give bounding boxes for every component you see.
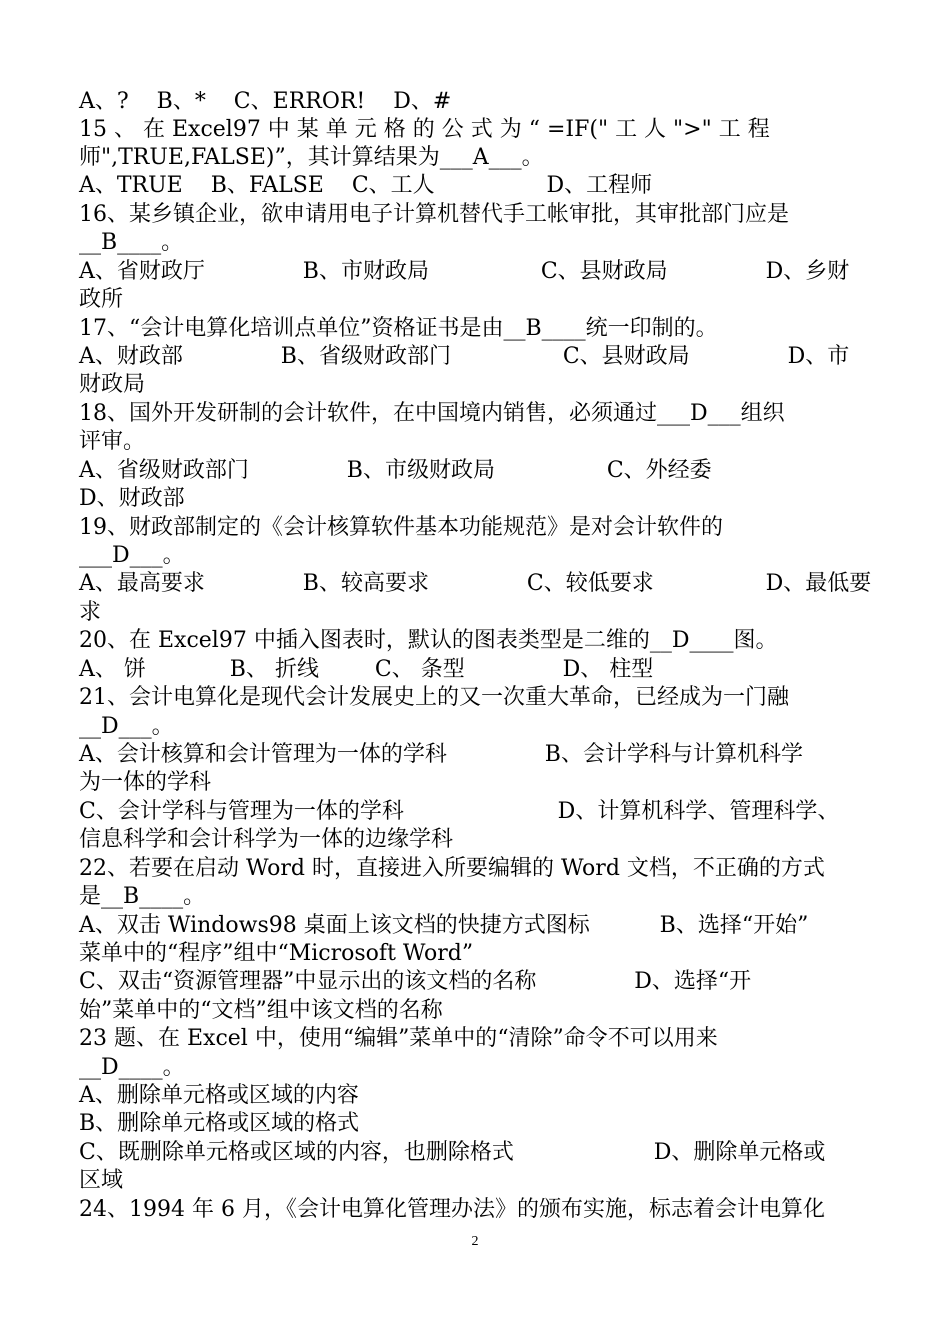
text-line: 18、国外开发研制的会计软件，在中国境内销售，必须通过___D___组织 xyxy=(79,401,785,426)
text-line: 23 题、在 Excel 中，使用“编辑”菜单中的“清除”命令不可以用来 xyxy=(79,1026,718,1051)
text-line: 信息科学和会计科学为一体的边缘学科 xyxy=(79,827,454,852)
text-line: A、双击 Windows98 桌面上该文档的快捷方式图标 B、选择“开始” xyxy=(79,913,809,938)
text-line: 17、“会计电算化培训点单位”资格证书是由__B____统一印制的。 xyxy=(79,316,718,341)
text-line: __D____。 xyxy=(79,1055,185,1080)
text-line: C、双击“资源管理器”中显示出的该文档的名称 D、选择“开 xyxy=(79,969,752,994)
text-line: A、? B、* C、ERROR! D、# xyxy=(79,89,452,114)
text-line: A、删除单元格或区域的内容 xyxy=(79,1083,359,1108)
text-line: 政所 xyxy=(79,287,124,312)
text-line: A、省财政厅 B、市财政局 C、县财政局 D、乡财 xyxy=(79,259,850,284)
text-line: 是__B____。 xyxy=(79,884,206,909)
text-line: 师",TRUE,FALSE)”，其计算结果为___A___。 xyxy=(79,145,544,170)
text-line: A、TRUE B、FALSE C、工人 D、工程师 xyxy=(79,173,653,198)
text-line: ___D___。 xyxy=(79,543,185,568)
text-line: 24、1994 年 6 月，《会计电算化管理办法》的颁布实施，标志着会计电算化 xyxy=(79,1197,825,1222)
text-line: A、财政部 B、省级财政部门 C、县财政局 D、市 xyxy=(79,344,850,369)
text-line: __D___。 xyxy=(79,714,174,739)
text-line: 20、在 Excel97 中插入图表时，默认的图表类型是二维的__D____图。 xyxy=(79,628,778,653)
text-line: 22、若要在启动 Word 时，直接进入所要编辑的 Word 文档，不正确的方式 xyxy=(79,856,825,881)
text-line: __B____。 xyxy=(79,230,184,255)
text-line: C、会计学科与管理为一体的学科 D、计算机科学、管理科学、 xyxy=(79,799,840,824)
text-line: 始”菜单中的“文档”组中该文档的名称 xyxy=(79,998,443,1023)
text-line: 求 xyxy=(79,600,102,625)
text-line: A、最高要求 B、较高要求 C、较低要求 D、最低要 xyxy=(79,571,872,596)
text-line: B、删除单元格或区域的格式 xyxy=(79,1111,360,1136)
text-line: 为一体的学科 xyxy=(79,770,212,795)
text-line: 16、某乡镇企业，欲申请用电子计算机替代手工帐审批，其审批部门应是 xyxy=(79,202,789,227)
text-line: C、既删除单元格或区域的内容，也删除格式 D、删除单元格或 xyxy=(79,1140,826,1165)
text-line: 评审。 xyxy=(79,429,146,454)
text-line: 19、财政部制定的《会计核算软件基本功能规范》是对会计软件的 xyxy=(79,515,723,540)
text-line: 菜单中的“程序”组中“Microsoft Word” xyxy=(79,941,474,966)
text-line: A、 饼 B、 折线 C、 条型 D、 柱型 xyxy=(79,657,654,682)
text-line: A、省级财政部门 B、市级财政局 C、外经委 xyxy=(79,458,712,483)
text-line: A、会计核算和会计管理为一体的学科 B、会计学科与计算机科学 xyxy=(79,742,803,767)
text-line: 区域 xyxy=(79,1168,124,1193)
page-number: 2 xyxy=(471,1234,479,1249)
text-line: 15 、 在 Excel97 中 某 单 元 格 的 公 式 为 “ =IF(" 工 人 ">" 工 程 xyxy=(79,117,770,142)
text-line: D、财政部 xyxy=(79,486,185,511)
text-line: 21、会计电算化是现代会计发展史上的又一次重大革命，已经成为一门融 xyxy=(79,685,789,710)
text-line: 财政局 xyxy=(79,372,146,397)
